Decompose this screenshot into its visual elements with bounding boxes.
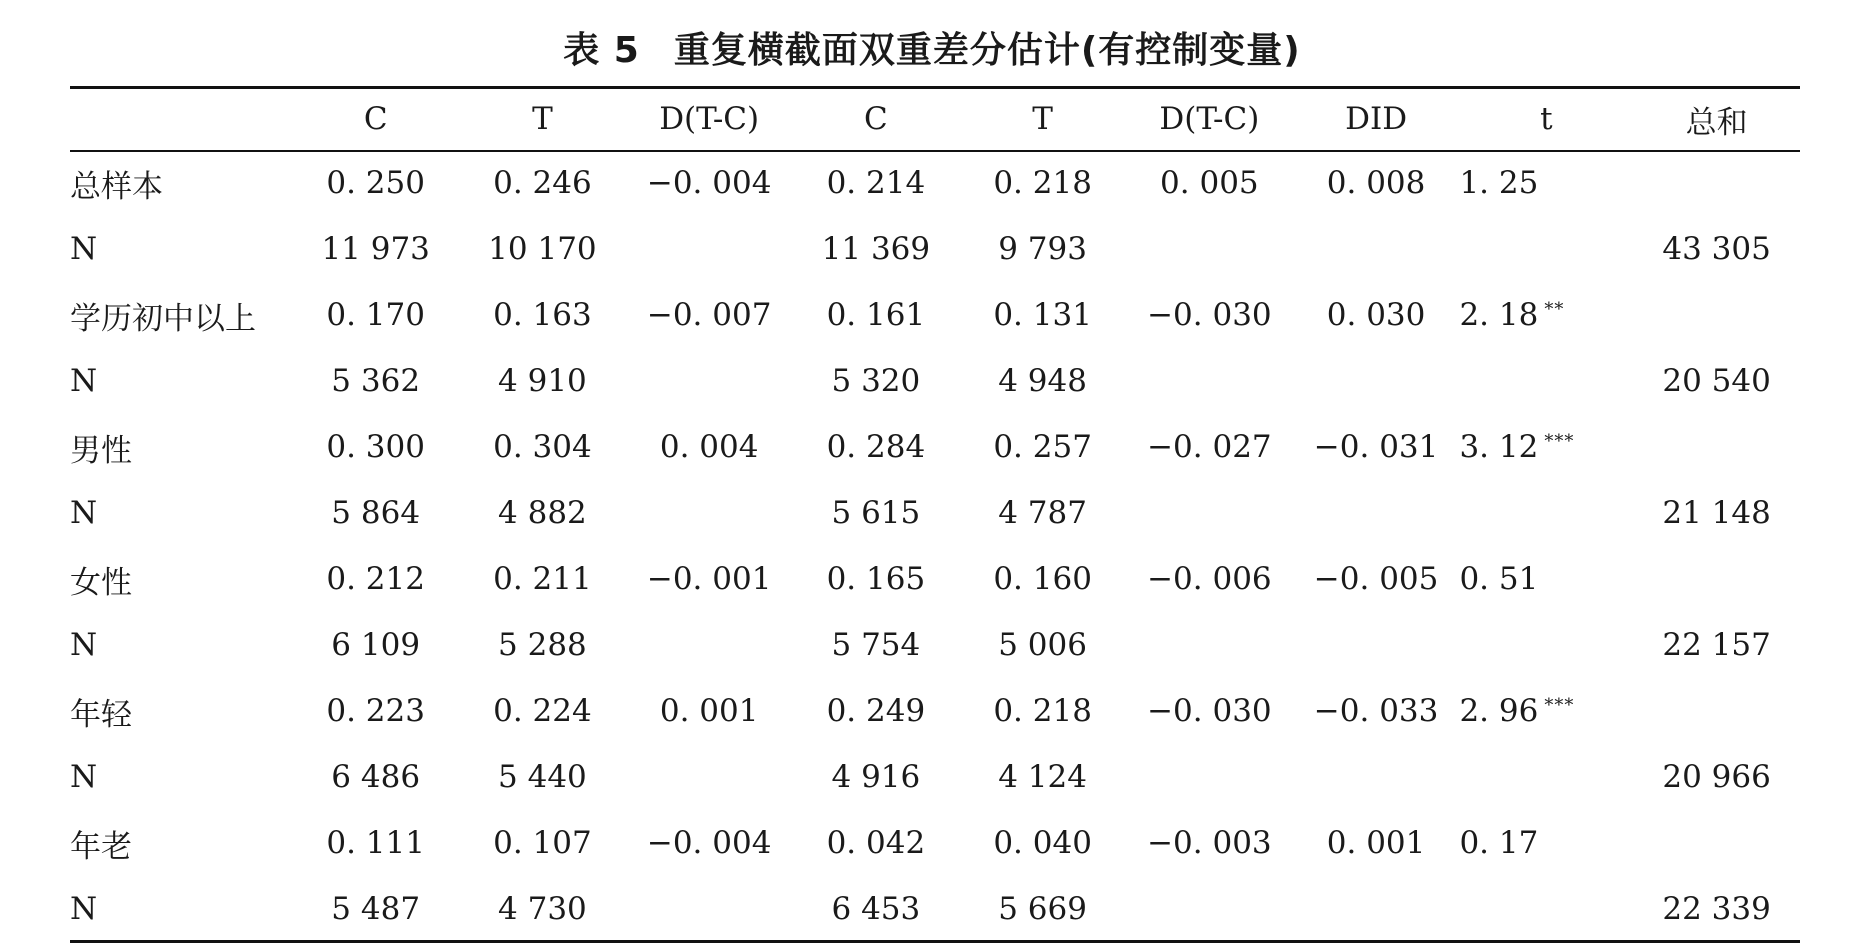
sum-cell: 43 305 — [1662, 231, 1771, 267]
table-row — [70, 282, 1800, 348]
table-row — [70, 216, 1800, 282]
row-label: N — [70, 891, 98, 927]
value-cell: −0. 031 — [1313, 429, 1439, 465]
t-stat-cell — [1459, 678, 1633, 744]
value-cell: −0. 001 — [646, 561, 772, 597]
value-cell: 0. 304 — [493, 429, 592, 465]
sum-cell — [1633, 546, 1800, 612]
value-cell: 4 948 — [998, 363, 1087, 399]
value-cell: 5 487 — [331, 891, 421, 927]
sum-cell: 21 148 — [1662, 495, 1771, 531]
value-cell — [1293, 216, 1460, 282]
t-stat-cell — [1459, 282, 1633, 348]
table-number: 表 5 — [563, 30, 640, 71]
value-cell: 5 440 — [498, 759, 587, 795]
value-cell: 0. 218 — [993, 693, 1092, 729]
value-cell: 0. 030 — [1326, 297, 1426, 333]
value-cell: 0. 224 — [493, 693, 592, 729]
sum-cell: 20 540 — [1662, 363, 1771, 399]
significance-stars: ** — [1544, 299, 1565, 320]
t-stat-value: 1. 25 — [1459, 165, 1539, 201]
table-row — [70, 876, 1800, 942]
value-cell — [1126, 612, 1293, 678]
value-cell: 0. 250 — [326, 165, 425, 201]
header-cell: DID — [1345, 101, 1408, 137]
row-label: 学历初中以上 — [70, 300, 256, 337]
row-label: N — [70, 627, 98, 663]
value-cell — [1126, 216, 1293, 282]
table-row — [70, 480, 1800, 546]
row-label: N — [70, 231, 98, 267]
sum-cell — [1633, 678, 1800, 744]
value-cell — [626, 612, 793, 678]
value-cell: 10 170 — [488, 231, 597, 267]
header-cell: D(T-C) — [659, 101, 760, 137]
value-cell — [1293, 744, 1460, 810]
value-cell: 0. 212 — [326, 561, 425, 597]
header-cell: C — [363, 101, 388, 137]
table-row — [70, 348, 1800, 414]
value-cell: −0. 033 — [1313, 693, 1439, 729]
value-cell: 0. 042 — [826, 825, 926, 861]
value-cell: 0. 170 — [326, 297, 425, 333]
row-label: 女性 — [70, 564, 132, 601]
value-cell: 0. 300 — [326, 429, 425, 465]
t-stat-cell — [1459, 876, 1633, 942]
row-label: 总样本 — [70, 168, 163, 205]
sum-cell — [1633, 282, 1800, 348]
header-cell: t — [1540, 101, 1553, 137]
value-cell — [626, 876, 793, 942]
value-cell: 0. 163 — [493, 297, 592, 333]
row-label: N — [70, 495, 98, 531]
header-cell: T — [532, 101, 553, 137]
header-cell: D(T-C) — [1159, 101, 1260, 137]
value-cell: 0. 257 — [993, 429, 1092, 465]
t-stat-cell — [1459, 546, 1633, 612]
value-cell: 5 006 — [998, 627, 1087, 663]
header-row — [70, 88, 1800, 150]
sum-cell: 20 966 — [1662, 759, 1771, 795]
value-cell: 5 615 — [831, 495, 921, 531]
table-title: 重复横截面双重差分估计(有控制变量) — [673, 30, 1301, 71]
value-cell: 9 793 — [998, 231, 1087, 267]
sum-cell: 22 157 — [1662, 627, 1771, 663]
row-label: 男性 — [70, 432, 132, 469]
t-stat-value: 0. 17 — [1459, 825, 1539, 861]
value-cell: 0. 165 — [826, 561, 926, 597]
table-caption — [0, 22, 1864, 73]
t-stat-cell — [1459, 348, 1633, 414]
t-stat-cell — [1459, 810, 1633, 876]
value-cell: 0. 218 — [993, 165, 1092, 201]
value-cell: 0. 160 — [993, 561, 1092, 597]
table-row — [70, 612, 1800, 678]
t-stat-cell — [1459, 612, 1633, 678]
significance-stars: *** — [1544, 695, 1575, 716]
value-cell — [1293, 876, 1460, 942]
value-cell: 0. 214 — [826, 165, 926, 201]
value-cell: −0. 006 — [1147, 561, 1272, 597]
value-cell: −0. 004 — [646, 165, 772, 201]
value-cell: 0. 005 — [1160, 165, 1259, 201]
value-cell: 0. 211 — [493, 561, 592, 597]
table-row — [70, 744, 1800, 810]
header-cell: C — [864, 101, 888, 137]
value-cell — [1126, 480, 1293, 546]
value-cell: 0. 223 — [326, 693, 425, 729]
value-cell: 11 973 — [321, 231, 430, 267]
value-cell: 0. 111 — [326, 825, 425, 861]
t-stat-cell — [1459, 150, 1633, 216]
row-label: 年轻 — [70, 696, 132, 733]
value-cell — [1126, 348, 1293, 414]
value-cell: 0. 004 — [659, 429, 759, 465]
value-cell — [626, 216, 793, 282]
table-row — [70, 810, 1800, 876]
value-cell: 4 124 — [998, 759, 1087, 795]
row-label: N — [70, 363, 98, 399]
row-label: N — [70, 759, 98, 795]
t-stat-value: 2. 96 — [1459, 693, 1539, 729]
value-cell: −0. 007 — [646, 297, 772, 333]
value-cell — [1293, 612, 1460, 678]
value-cell: 4 730 — [498, 891, 587, 927]
header-cell: 总和 — [1685, 104, 1748, 141]
value-cell — [1293, 480, 1460, 546]
value-cell: 6 486 — [331, 759, 421, 795]
value-cell: 0. 008 — [1326, 165, 1426, 201]
value-cell: 11 369 — [821, 231, 931, 267]
value-cell: 5 754 — [831, 627, 921, 663]
value-cell: 4 787 — [998, 495, 1087, 531]
t-stat-cell — [1459, 216, 1633, 282]
significance-stars: *** — [1544, 431, 1575, 452]
sum-cell: 22 339 — [1662, 891, 1771, 927]
value-cell: 0. 284 — [826, 429, 926, 465]
value-cell — [626, 348, 793, 414]
value-cell: 0. 040 — [993, 825, 1092, 861]
value-cell: 5 320 — [831, 363, 921, 399]
value-cell: 5 288 — [498, 627, 587, 663]
value-cell: −0. 004 — [646, 825, 772, 861]
value-cell: −0. 030 — [1147, 693, 1272, 729]
value-cell: 0. 161 — [826, 297, 926, 333]
value-cell — [1126, 876, 1293, 942]
value-cell — [626, 480, 793, 546]
t-stat-cell — [1459, 744, 1633, 810]
row-label: 年老 — [70, 828, 132, 865]
value-cell — [626, 744, 793, 810]
t-stat-value: 0. 51 — [1459, 561, 1539, 597]
value-cell: 6 453 — [831, 891, 921, 927]
value-cell — [1293, 348, 1460, 414]
value-cell: 5 864 — [331, 495, 421, 531]
value-cell: 4 910 — [498, 363, 587, 399]
t-stat-cell — [1459, 414, 1633, 480]
header-cell: T — [1032, 101, 1053, 137]
t-stat-cell — [1459, 480, 1633, 546]
table-row — [70, 414, 1800, 480]
value-cell: 4 882 — [498, 495, 587, 531]
value-cell: 0. 001 — [659, 693, 759, 729]
value-cell: 4 916 — [831, 759, 921, 795]
table-row — [70, 678, 1800, 744]
header-cell-stub — [70, 88, 292, 150]
table-row — [70, 546, 1800, 612]
value-cell: −0. 027 — [1147, 429, 1272, 465]
did-estimates-table — [70, 88, 1800, 942]
value-cell: −0. 030 — [1147, 297, 1272, 333]
t-stat-value: 2. 18 — [1459, 297, 1539, 333]
value-cell: 6 109 — [331, 627, 421, 663]
table-row — [70, 150, 1800, 216]
value-cell — [1126, 744, 1293, 810]
value-cell: 0. 131 — [993, 297, 1092, 333]
value-cell: 0. 249 — [826, 693, 926, 729]
value-cell: 0. 246 — [493, 165, 592, 201]
value-cell: 0. 107 — [493, 825, 592, 861]
value-cell: 5 669 — [998, 891, 1087, 927]
sum-cell — [1633, 810, 1800, 876]
sum-cell — [1633, 414, 1800, 480]
value-cell: −0. 003 — [1147, 825, 1272, 861]
value-cell: 5 362 — [331, 363, 421, 399]
t-stat-value: 3. 12 — [1459, 429, 1539, 465]
sum-cell — [1633, 150, 1800, 216]
value-cell: −0. 005 — [1313, 561, 1439, 597]
value-cell: 0. 001 — [1326, 825, 1426, 861]
